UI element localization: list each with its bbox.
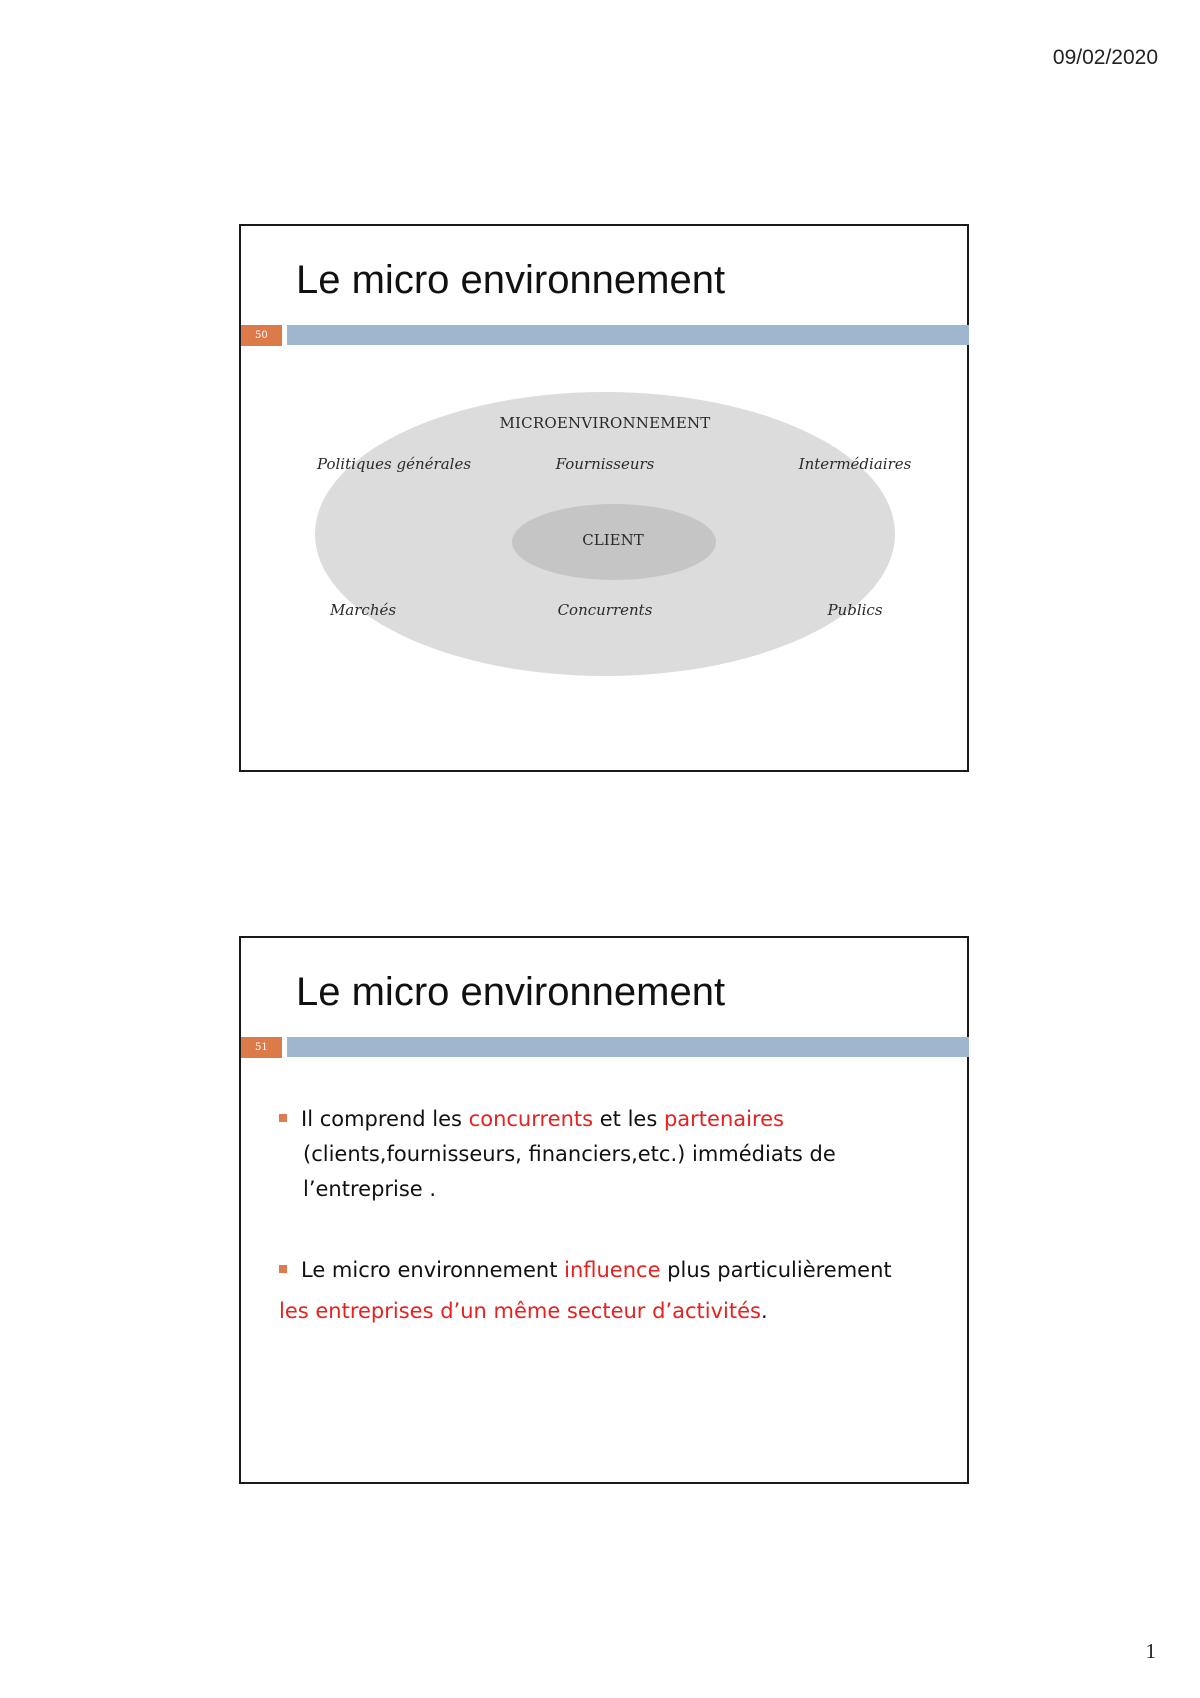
slide-header-bar: [287, 325, 969, 345]
slide-number-badge: 51: [241, 1037, 282, 1058]
diagram-header: MICROENVIRONNEMENT: [499, 414, 711, 432]
highlight-entreprises: les entreprises d’un même secteur d’activités: [279, 1299, 761, 1323]
slide-51: [239, 936, 969, 1484]
bullet-1-line-1: [279, 1102, 927, 1137]
page-date: 09/02/2020: [1052, 46, 1158, 69]
bullet-text: Le micro environnement: [301, 1258, 565, 1282]
highlight-influence: influence: [564, 1258, 661, 1282]
bullet-1-line-2: (clients,fournisseurs, financiers,etc.) immédiats de: [303, 1142, 836, 1166]
bullet-text: plus particulièrement: [660, 1258, 892, 1282]
diagram-label-client: CLIENT: [582, 531, 644, 549]
slide-title: Le micro environnement: [296, 970, 726, 1014]
diagram-label-marches: Marchés: [329, 601, 397, 619]
diagram-label-intermediaires: Intermédiaires: [798, 455, 912, 473]
page-number: 1: [1145, 1639, 1156, 1663]
bullet-text: .: [760, 1299, 768, 1323]
bullet-list: [279, 1102, 927, 1329]
highlight-concurrents: concurrents: [468, 1107, 594, 1131]
slide-header-bar: [287, 1037, 969, 1057]
bullet-square-icon: [279, 1265, 287, 1273]
diagram-label-publics: Publics: [827, 601, 883, 619]
highlight-partenaires: partenaires: [663, 1107, 784, 1131]
bullet-square-icon: [279, 1114, 287, 1122]
slide-50: [239, 224, 969, 772]
slide-title: Le micro environnement: [296, 258, 726, 302]
bullet-text: et les: [593, 1107, 664, 1131]
bullet-2-line-2: [279, 1294, 927, 1329]
bullet-text: Il comprend les: [301, 1107, 469, 1131]
bullet-2-line-1: [279, 1253, 927, 1288]
slide-number-badge: 50: [241, 325, 282, 346]
diagram-label-fournisseurs: Fournisseurs: [555, 455, 655, 473]
diagram-label-concurrents: Concurrents: [557, 601, 653, 619]
diagram-label-politiques: Politiques générales: [316, 455, 472, 473]
bullet-1-line-3: l’entreprise .: [303, 1177, 437, 1201]
